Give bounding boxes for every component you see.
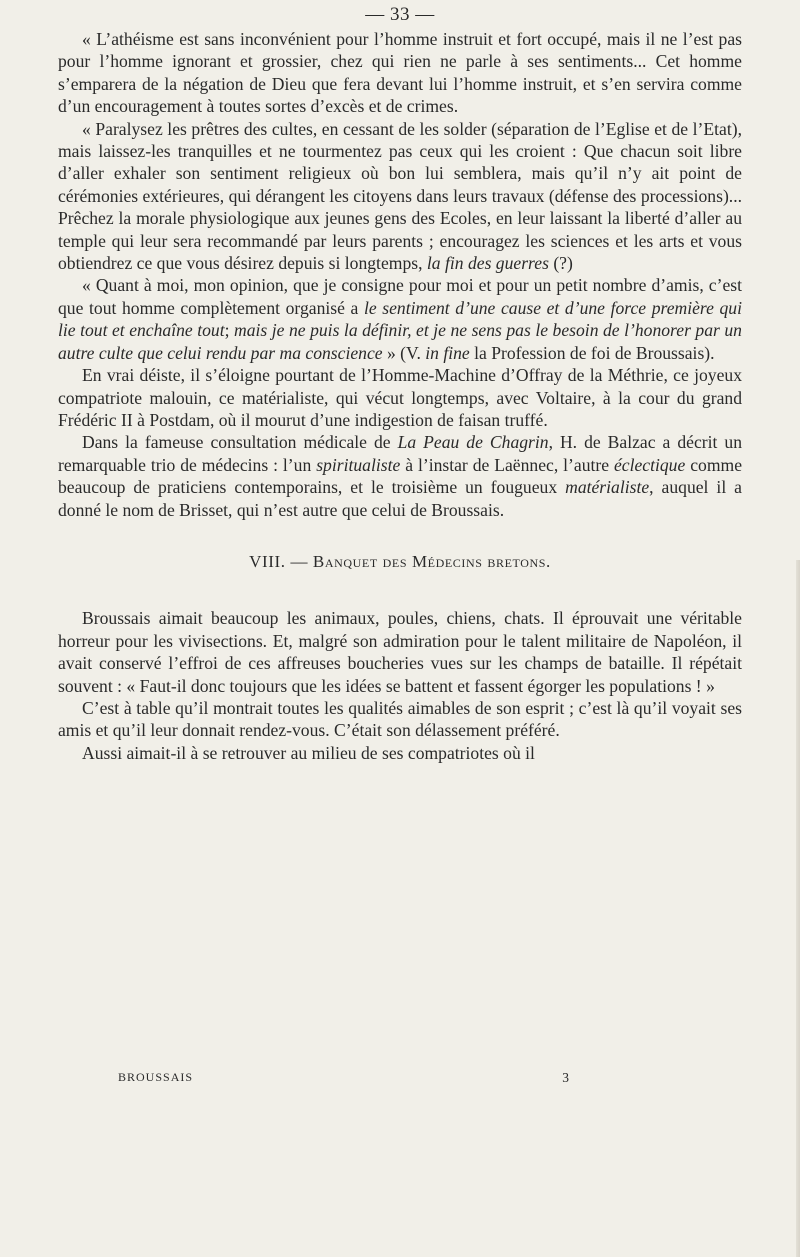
- italic-text: la fin des guerres: [426, 253, 549, 274]
- paragraph-text: « Quant à moi, mon opinion, que je consigne pour moi et pour un petit nombre d’amis, c’est que tout homme complètement organisé a: [58, 275, 742, 318]
- paragraph: Broussais aimait beaucoup les animaux, poules, chiens, chats. Il éprouvait une véritable horreur pour les vivisections. Et, malgré son admiration pour le talent militaire de Napoléon, il avait conservé l’effroi de ces affreuses boucheries vues sur les champs de bataille. Il répétait souvent : « Faut-il donc toujours que les idées se battent et fassent égorger les populations ! »: [58, 608, 742, 696]
- page-footer: [118, 1070, 570, 1086]
- paragraph-text: (?): [548, 253, 573, 274]
- body-text: [58, 28, 742, 764]
- paragraph-text: à l’instar de Laënnec, l’autre: [400, 454, 614, 475]
- paragraph: C’est à table qu’il montrait toutes les qualités aimables de son esprit ; c’est là qu’il voyait ses amis et qu’il leur donnait rendez-vous. C’était son délassement préféré.: [58, 697, 742, 741]
- paragraph-text: , auquel il a donné le nom de Brisset, qui n’est autre que celui de Broussais.: [58, 477, 742, 520]
- section-heading: [58, 551, 742, 573]
- paragraph: [58, 274, 742, 364]
- paragraph-text: » (V.: [382, 342, 426, 363]
- page-number: — 33 —: [365, 4, 435, 25]
- italic-text: matérialiste: [565, 477, 650, 498]
- italic-text: spiritualiste: [316, 454, 401, 475]
- section-title: Banquet des Médecins bretons.: [312, 551, 551, 571]
- section-number: VIII. —: [249, 551, 309, 571]
- italic-text: in fine: [425, 342, 470, 363]
- paragraph-text: Dans la fameuse consultation médicale de: [82, 432, 391, 453]
- italic-text: le sentiment d’une cause et d’une force première qui lie tout et enchaîne tout: [58, 297, 742, 341]
- italic-text: La Peau de Chagrin: [397, 432, 549, 453]
- footer-sheet-number: 3: [562, 1070, 570, 1085]
- paragraph-text: la Profession de foi de Broussais).: [469, 342, 715, 363]
- paragraph: Aussi aimait-il à se retrouver au milieu de ses compatriotes où il: [82, 742, 535, 763]
- paragraph: « L’athéisme est sans inconvénient pour l’homme instruit et fort occupé, mais il ne l’est pas pour l’homme ignorant et grossier, chez qui rien ne parle à ses sentiments... Cet homme s’emparera de la négation de Dieu que fera devant lui l’homme instruit, et s’en servira comme d’un encouragement à toutes sortes d’excès et de crimes.: [58, 29, 742, 117]
- footer-signature: BROUSSAIS: [118, 1070, 194, 1084]
- paragraph-text: comme beaucoup de praticiens contemporains, et le troisième un fougueux: [58, 454, 743, 498]
- paragraph: [58, 118, 742, 275]
- italic-text: éclectique: [613, 454, 686, 475]
- italic-text: mais je ne puis la définir, et je ne sens pas le besoin de l’honorer par un autre culte que celui rendu par ma conscience: [58, 320, 742, 363]
- paragraph-text: « Paralysez les prêtres des cultes, en cessant de les solder (séparation de l’Eglise et de l’Etat), mais laissez-les tranquilles et ne tourmentez pas ceux qui les croient : Que chacun soit libre d’aller exhaler son sentiment religieux où bon lui semblera, mais qu’il n’y ait point de cérémonies extérieures, qui dérangent les citoyens dans leurs travaux (défense des processions)... Prêchez la morale physiologique aux jeunes gens des Ecoles, en leur laissant la liberté d’aller au temple qui leur sera recommandé par leurs parents ; encouragez les sciences et les arts et vous obtiendrez ce que vous désirez depuis si longtemps,: [58, 118, 742, 274]
- paragraph-text: , H. de Balzac a décrit un remarquable trio de médecins : l’un: [58, 432, 742, 475]
- paragraph: En vrai déiste, il s’éloigne pourtant de l’Homme-Machine d’Offray de la Méthrie, ce joyeux compatriote malouin, ce matérialiste, qui vécut longtemps, avec Voltaire, à la cour du grand Frédéric II à Postdam, où il mourut d’une indigestion de faisan truffé.: [58, 365, 742, 430]
- paragraph-text: ;: [224, 320, 234, 341]
- paragraph: [58, 431, 742, 521]
- scan-edge: [796, 560, 800, 1257]
